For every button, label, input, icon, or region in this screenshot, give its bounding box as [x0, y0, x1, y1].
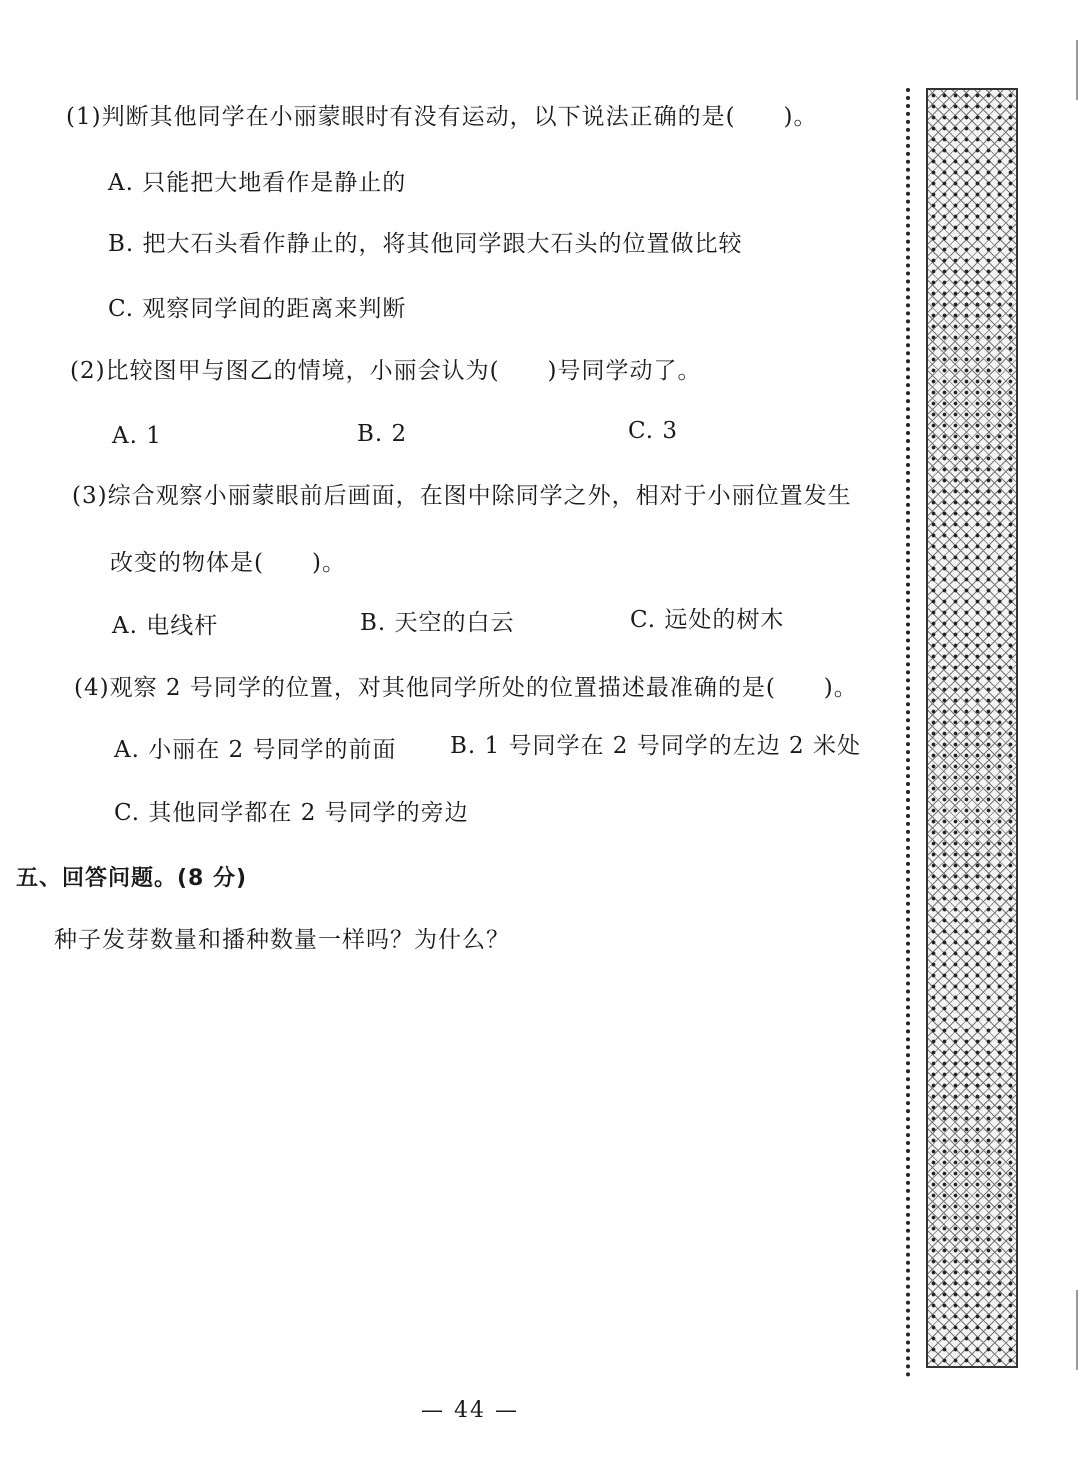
q3-stem-line1: (3)综合观察小丽蒙眼前后画面，在图中除同学之外，相对于小丽位置发生	[72, 483, 852, 509]
q4-stem: (4)观察 2 号同学的位置，对其他同学所处的位置描述最准确的是( )。	[74, 675, 858, 701]
q1-option-c: C. 观察同学间的距离来判断	[108, 296, 407, 322]
q3-stem-line2: 改变的物体是( )。	[110, 550, 346, 576]
decorative-pattern-strip	[926, 88, 1018, 1368]
q1-stem: (1)判断其他同学在小丽蒙眼时有没有运动，以下说法正确的是( )。	[66, 104, 818, 130]
page-number: — 44 —	[421, 1398, 519, 1423]
q2-stem: (2)比较图甲与图乙的情境，小丽会认为( )号同学动了。	[70, 358, 702, 384]
q2-option-a: A. 1	[112, 423, 162, 449]
q4-option-b: B. 1 号同学在 2 号同学的左边 2 米处	[450, 733, 861, 759]
section-5-heading: 五、回答问题。(8 分)	[16, 866, 248, 891]
q1-option-a: A. 只能把大地看作是静止的	[108, 170, 407, 196]
q4-option-c: C. 其他同学都在 2 号同学的旁边	[114, 800, 469, 826]
q4-option-a: A. 小丽在 2 号同学的前面	[114, 737, 397, 763]
q2-option-b: B. 2	[357, 421, 408, 447]
q3-option-b: B. 天空的白云	[360, 610, 515, 636]
scan-edge-mark	[1076, 40, 1078, 100]
section-5-question: 种子发芽数量和播种数量一样吗？为什么？	[54, 927, 510, 953]
q2-option-c: C. 3	[628, 418, 679, 444]
dotted-cut-line	[906, 88, 910, 1378]
q3-option-c: C. 远处的树木	[630, 607, 785, 633]
q3-option-a: A. 电线杆	[112, 613, 219, 639]
scan-edge-mark	[1076, 1290, 1078, 1370]
q1-option-b: B. 把大石头看作静止的，将其他同学跟大石头的位置做比较	[108, 231, 743, 257]
